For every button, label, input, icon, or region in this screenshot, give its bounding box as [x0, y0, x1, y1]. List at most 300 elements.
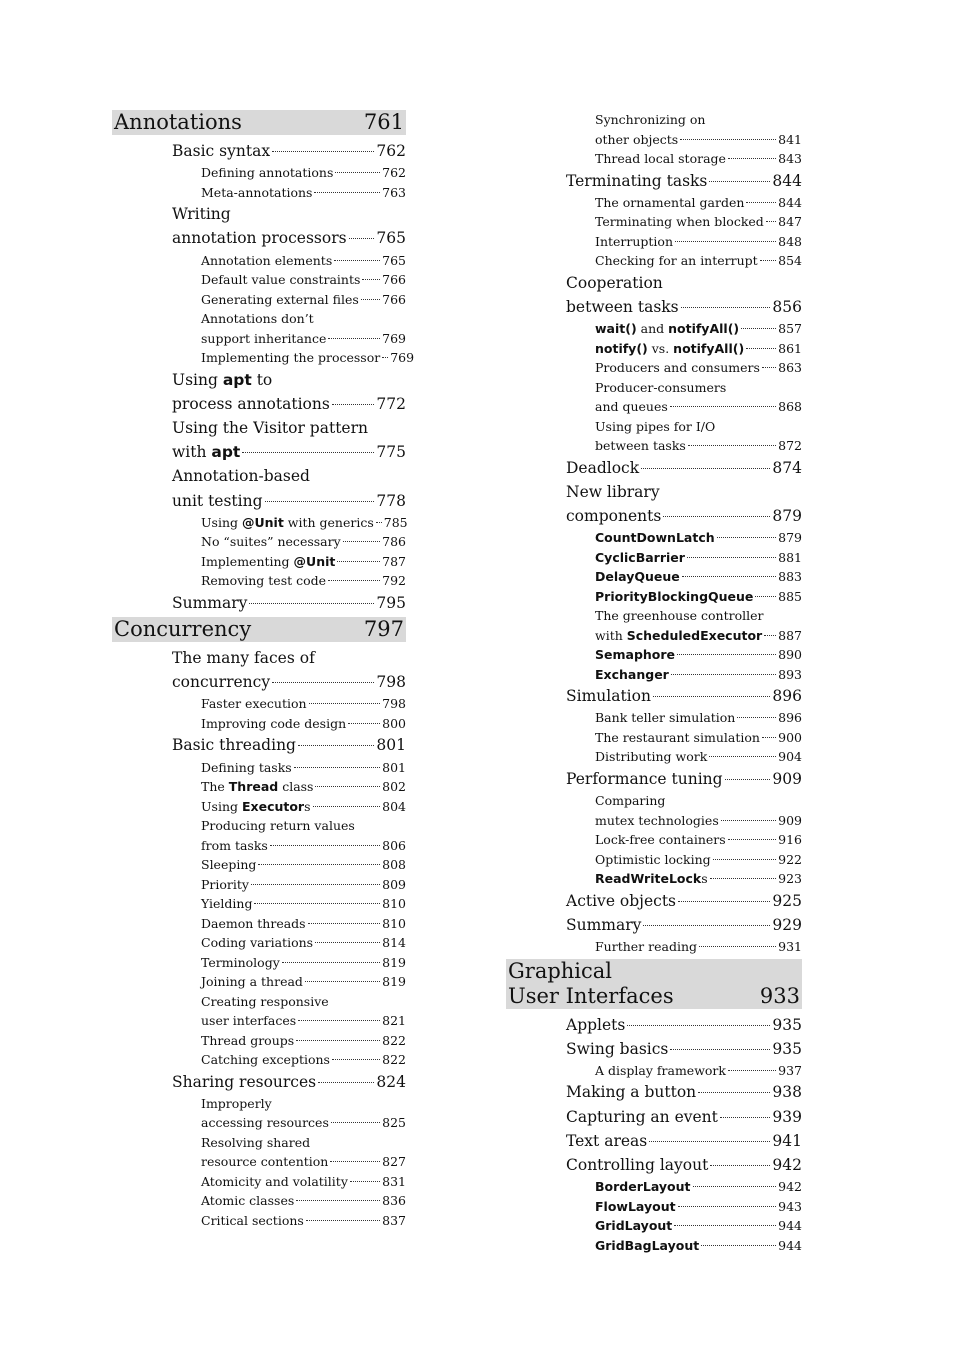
toc-entry-title	[595, 528, 715, 548]
toc-section[interactable]	[506, 1129, 802, 1153]
toc-section[interactable]	[112, 202, 406, 250]
toc-subsection[interactable]	[506, 319, 802, 339]
dot-leader	[728, 1070, 776, 1071]
toc-entry-row	[566, 1105, 802, 1129]
dot-leader	[710, 878, 776, 879]
toc-subsection[interactable]	[506, 1236, 802, 1256]
dot-leader	[762, 737, 776, 738]
toc-section[interactable]	[506, 480, 802, 528]
toc-subsection[interactable]	[506, 728, 802, 748]
toc-page-number: 810	[382, 896, 406, 912]
toc-entry-title: between tasks	[595, 438, 686, 454]
toc-page-number: 836	[382, 1193, 406, 1209]
chapter-title	[508, 959, 674, 1009]
toc-entry-title: Priority	[201, 876, 249, 892]
toc-section[interactable]	[112, 591, 406, 615]
code-term: @Unit	[293, 553, 336, 569]
toc-subsection[interactable]	[506, 1061, 802, 1081]
toc-subsection[interactable]	[112, 309, 406, 348]
toc-entry-row	[201, 1152, 406, 1172]
toc-entry-row	[201, 933, 406, 953]
toc-section[interactable]	[506, 1105, 802, 1129]
toc-entry-row	[566, 456, 802, 480]
toc-entry-title: Basic syntax	[172, 142, 271, 160]
dot-leader	[328, 338, 380, 339]
toc-subsection[interactable]	[112, 552, 406, 572]
toc-entry-title: Making a button	[566, 1083, 697, 1102]
toc-entry-row	[566, 1080, 802, 1104]
toc-entry-row	[595, 548, 802, 568]
chapter-heading[interactable]	[112, 110, 406, 135]
toc-page-number: 808	[382, 857, 406, 873]
toc-column-left	[112, 110, 415, 1230]
code-term: Thread	[228, 779, 279, 795]
toc-page-number: 922	[778, 851, 802, 867]
toc-section[interactable]	[112, 464, 406, 512]
toc-subsection[interactable]	[506, 606, 802, 645]
toc-page-number: 778	[376, 491, 406, 510]
toc-entry-row	[201, 714, 406, 734]
toc-entry-title	[595, 1177, 691, 1197]
toc-subsection[interactable]	[506, 212, 802, 232]
toc-subsection[interactable]	[506, 378, 802, 417]
toc-subsection[interactable]	[506, 645, 802, 665]
toc-page-number: 942	[778, 1179, 802, 1195]
toc-entry-title: wait() and notifyAll()	[595, 321, 740, 337]
toc-page-number: 819	[382, 954, 406, 970]
dot-leader	[330, 1161, 380, 1162]
toc-subsection[interactable]	[506, 1197, 802, 1217]
toc-entry-line: Comparing	[595, 793, 666, 809]
dot-leader	[343, 541, 380, 542]
toc-entry-title: Implementing the processor	[201, 350, 381, 366]
toc-page-number: 879	[778, 530, 802, 546]
toc-subsection[interactable]	[112, 875, 406, 895]
toc-entry-line: Producer-consumers	[595, 379, 727, 395]
toc-page-number: 769	[390, 350, 415, 366]
toc-entry-title: Faster execution	[201, 696, 307, 712]
toc-page-number: 935	[772, 1039, 802, 1058]
toc-entry-row	[595, 1197, 802, 1217]
toc-entry-row	[201, 552, 406, 572]
toc-entry-title: Simulation	[566, 687, 651, 706]
dot-leader	[361, 299, 380, 300]
toc-page-number: 916	[778, 832, 802, 848]
toc-page-number: 893	[778, 666, 802, 682]
toc-subsection[interactable]	[112, 1133, 406, 1172]
dot-leader	[680, 139, 776, 140]
toc-subsection[interactable]	[112, 1211, 406, 1231]
toc-entry-row	[201, 914, 406, 934]
chapter-title-line: Annotations	[114, 110, 242, 134]
toc-page-number: 766	[382, 272, 406, 288]
toc-entry-row	[595, 1216, 802, 1236]
chapter-heading[interactable]	[506, 959, 802, 1009]
dot-leader	[272, 151, 374, 152]
toc-subsection[interactable]	[112, 894, 406, 914]
dot-leader	[709, 756, 776, 757]
toc-page-number: 872	[778, 438, 802, 454]
toc-subsection[interactable]	[112, 914, 406, 934]
toc-entry-row	[595, 1177, 802, 1197]
toc-section[interactable]	[506, 767, 802, 791]
dot-leader	[653, 696, 770, 697]
toc-entry-row	[201, 1011, 406, 1031]
dot-leader	[728, 158, 776, 159]
code-term: notify()	[595, 340, 648, 356]
toc-entry-row	[201, 513, 406, 533]
toc-entry-title: Joining a thread	[201, 974, 303, 990]
toc-section[interactable]	[506, 169, 802, 193]
toc-entry-title: Atomicity and volatility	[201, 1173, 348, 1189]
toc-section[interactable]	[506, 913, 802, 937]
toc-page-number: 925	[772, 891, 802, 910]
chapter-heading[interactable]	[112, 617, 406, 642]
toc-subsection[interactable]	[506, 110, 802, 149]
dot-leader	[710, 1165, 770, 1166]
toc-entry-title: Interruption	[595, 233, 674, 249]
code-term: FlowLayout	[595, 1198, 676, 1214]
dot-leader	[272, 682, 374, 683]
toc-entry-title: mutex technologies	[595, 812, 719, 828]
toc-entry-line: New library	[566, 482, 660, 501]
toc-page-number: 937	[778, 1062, 802, 1078]
dot-leader	[687, 557, 776, 558]
toc-subsection[interactable]	[112, 571, 406, 591]
toc-subsection[interactable]	[112, 758, 406, 778]
chapter-title-line: Concurrency	[114, 617, 252, 642]
toc-subsection[interactable]	[112, 953, 406, 973]
toc-subsection[interactable]	[112, 816, 406, 855]
toc-entry-row	[595, 830, 802, 850]
dot-leader	[315, 942, 380, 943]
code-term: GridLayout	[595, 1218, 673, 1234]
toc-entry-title	[595, 1236, 699, 1256]
toc-entry-line: The many faces of	[172, 649, 315, 668]
toc-page-number: 890	[778, 647, 802, 663]
toc-page-number: 863	[778, 360, 802, 376]
code-term: BorderLayout	[595, 1179, 691, 1195]
dot-leader	[309, 703, 381, 704]
toc-entry-title: Defining annotations	[201, 165, 334, 181]
toc-entry-title: other objects	[595, 131, 679, 147]
toc-subsection[interactable]	[506, 1216, 802, 1236]
toc-subsection[interactable]	[112, 270, 406, 290]
toc-page-number: 904	[778, 749, 802, 765]
dot-leader	[737, 717, 776, 718]
dot-leader	[709, 181, 770, 182]
toc-subsection[interactable]	[112, 183, 406, 203]
dot-leader	[335, 172, 380, 173]
toc-entry-row	[201, 270, 406, 290]
toc-entry-title	[595, 587, 753, 607]
toc-subsection[interactable]	[506, 232, 802, 252]
toc-entry-row	[172, 392, 406, 416]
toc-page-number: 787	[382, 553, 406, 569]
toc-entry-row	[595, 850, 802, 870]
toc-entry-row	[201, 972, 406, 992]
toc-subsection[interactable]	[506, 417, 802, 456]
toc-entry-row	[172, 139, 406, 163]
toc-entry-title: Capturing an event	[566, 1107, 718, 1126]
toc-section[interactable]	[506, 684, 802, 708]
toc-subsection[interactable]	[506, 830, 802, 850]
toc-entry-row	[201, 1050, 406, 1070]
toc-entry-title: Implementing @Unit	[201, 553, 336, 569]
toc-entry-row	[172, 1070, 406, 1094]
toc-subsection[interactable]	[112, 163, 406, 183]
dot-leader	[701, 1245, 776, 1246]
toc-entry-row	[566, 1129, 802, 1153]
dot-leader	[350, 1181, 380, 1182]
code-term: GridBagLayout	[595, 1237, 700, 1253]
dot-leader	[766, 221, 776, 222]
toc-subsection[interactable]	[506, 528, 802, 548]
toc-entry-row	[201, 1211, 406, 1231]
toc-entry-title	[595, 548, 685, 568]
dot-leader	[643, 925, 770, 926]
toc-subsection[interactable]	[112, 855, 406, 875]
dot-leader	[682, 576, 776, 577]
toc-page-number: 909	[772, 769, 802, 788]
toc-entry-title	[595, 1197, 676, 1217]
toc-page-number: 929	[772, 915, 802, 934]
toc-page-number: 824	[376, 1072, 406, 1091]
toc-page-number: 802	[382, 779, 406, 795]
toc-section[interactable]	[112, 139, 406, 163]
toc-entry-row	[595, 626, 802, 646]
toc-section[interactable]	[112, 368, 406, 416]
dot-leader	[242, 452, 374, 453]
toc-section[interactable]	[112, 1070, 406, 1094]
toc-entry-row	[595, 193, 802, 213]
dot-leader	[318, 1082, 374, 1083]
toc-entry-title: The Thread class	[201, 779, 314, 795]
toc-page-number: 868	[778, 399, 802, 415]
toc-subsection[interactable]	[506, 587, 802, 607]
chapter-title	[114, 617, 251, 642]
toc-subsection[interactable]	[506, 548, 802, 568]
dot-leader	[306, 1220, 380, 1221]
dot-leader	[674, 1225, 776, 1226]
toc-page-number: 769	[382, 330, 406, 346]
toc-section[interactable]	[112, 733, 406, 757]
toc-subsection[interactable]	[112, 513, 406, 533]
toc-entry-line: Annotations don’t	[201, 311, 314, 327]
toc-page-number: 944	[778, 1237, 802, 1253]
toc-subsection[interactable]	[506, 747, 802, 767]
toc-entry-title: A display framework	[595, 1062, 726, 1078]
toc-page-number: 844	[778, 194, 802, 210]
toc-entry-title: Atomic classes	[201, 1193, 295, 1209]
toc-entry-row	[595, 645, 802, 665]
toc-page-number: 772	[376, 394, 406, 413]
toc-subsection[interactable]	[506, 149, 802, 169]
code-term: CountDownLatch	[595, 530, 715, 546]
toc-subsection[interactable]	[112, 1191, 406, 1211]
toc-entry-title: Controlling layout	[566, 1156, 709, 1175]
toc-page-number: 795	[376, 593, 406, 612]
dot-leader	[725, 779, 771, 780]
toc-entry-title: Daemon threads	[201, 915, 306, 931]
toc-subsection[interactable]	[112, 290, 406, 310]
toc-subsection[interactable]	[506, 791, 802, 830]
toc-entry-title: Removing test code	[201, 573, 327, 589]
toc-page-number: 844	[772, 171, 802, 190]
toc-entry-title: ReadWriteLocks	[595, 871, 708, 887]
toc-entry-title: Distributing work	[595, 749, 708, 765]
toc-entry-title: notify() vs. notifyAll()	[595, 340, 745, 356]
code-term: CyclicBarrier	[595, 549, 685, 565]
toc-entry-title: Using @Unit with generics	[201, 514, 374, 530]
toc-entry-title: Improving code design	[201, 715, 347, 731]
dot-leader	[713, 859, 776, 860]
toc-section[interactable]	[506, 889, 802, 913]
toc-subsection[interactable]	[506, 251, 802, 271]
dot-leader	[764, 635, 776, 636]
toc-subsection[interactable]	[112, 251, 406, 271]
toc-page-number: 785	[383, 514, 408, 530]
dot-leader	[671, 674, 776, 675]
toc-entry-row	[595, 1236, 802, 1256]
toc-subsection[interactable]	[112, 1172, 406, 1192]
toc-subsection[interactable]	[112, 797, 406, 817]
dot-leader	[334, 260, 380, 261]
toc-page-number: 931	[778, 939, 802, 955]
toc-subsection[interactable]	[112, 992, 406, 1031]
toc-subsection[interactable]	[506, 358, 802, 378]
dot-leader	[721, 820, 776, 821]
toc-entry-row	[595, 665, 802, 685]
toc-subsection[interactable]	[506, 850, 802, 870]
toc-section[interactable]	[506, 1037, 802, 1061]
toc-subsection[interactable]	[112, 1050, 406, 1070]
toc-entry-row	[201, 163, 406, 183]
toc-page-number: 874	[772, 458, 802, 477]
dot-leader	[348, 723, 380, 724]
toc-entry-line: Using pipes for I/O	[595, 418, 716, 434]
toc-page-number: 814	[382, 935, 406, 951]
dot-leader	[728, 839, 776, 840]
toc-subsection[interactable]	[112, 1094, 406, 1133]
toc-subsection[interactable]	[506, 339, 802, 359]
toc-entry-title: Generating external files	[201, 291, 359, 307]
toc-entry-row	[595, 358, 802, 378]
chapter-title-line: Graphical	[508, 958, 613, 983]
toc-subsection[interactable]	[506, 1177, 802, 1197]
toc-entry-title: from tasks	[201, 837, 268, 853]
toc-page-number: 801	[382, 759, 406, 775]
dot-leader	[693, 1186, 777, 1187]
toc-entry-row	[595, 728, 802, 748]
dot-leader	[755, 596, 776, 597]
toc-entry-row	[172, 733, 406, 757]
toc-subsection[interactable]	[112, 714, 406, 734]
toc-entry-row	[595, 212, 802, 232]
toc-section[interactable]	[112, 646, 406, 694]
dot-leader	[663, 516, 770, 517]
toc-entry-title: Sleeping	[201, 857, 257, 873]
toc-section[interactable]	[506, 271, 802, 319]
code-term: Executor	[241, 798, 305, 814]
toc-entry-row	[201, 894, 406, 914]
toc-entry-line: Creating responsive	[201, 993, 329, 1009]
toc-subsection[interactable]	[506, 869, 802, 889]
toc-subsection[interactable]	[112, 777, 406, 797]
toc-subsection[interactable]	[112, 532, 406, 552]
code-term: PriorityBlockingQueue	[595, 588, 754, 604]
toc-entry-row	[201, 777, 406, 797]
dot-leader	[332, 404, 375, 405]
dot-leader	[254, 903, 380, 904]
toc-subsection[interactable]	[112, 933, 406, 953]
code-term: notifyAll()	[668, 321, 740, 337]
toc-subsection[interactable]	[506, 665, 802, 685]
toc-subsection[interactable]	[506, 567, 802, 587]
dot-leader	[249, 603, 374, 604]
toc-entry-row	[595, 436, 802, 456]
toc-entry-row	[201, 758, 406, 778]
toc-entry-title: accessing resources	[201, 1115, 329, 1131]
toc-subsection[interactable]	[506, 708, 802, 728]
toc-section[interactable]	[506, 1013, 802, 1037]
toc-subsection[interactable]	[112, 348, 415, 368]
toc-entry-title: Performance tuning	[566, 769, 723, 788]
toc-entry-title: Defining tasks	[201, 759, 292, 775]
dot-leader	[746, 202, 776, 203]
dot-leader	[362, 279, 380, 280]
toc-entry-row	[595, 869, 802, 889]
toc-entry-line: Using the Visitor pattern	[172, 419, 368, 438]
toc-entry-row	[172, 440, 406, 464]
dot-leader	[677, 654, 776, 655]
toc-entry-row	[201, 532, 406, 552]
toc-page-number: 827	[382, 1154, 406, 1170]
toc-entry-row	[595, 747, 802, 767]
toc-page-number: 837	[382, 1212, 406, 1228]
toc-section[interactable]	[506, 1080, 802, 1104]
dot-leader	[688, 445, 776, 446]
dot-leader	[720, 1117, 771, 1118]
dot-leader	[760, 260, 776, 261]
toc-entry-title: Terminology	[201, 954, 280, 970]
toc-entry-title: Default value constraints	[201, 272, 361, 288]
toc-entry-line: Cooperation	[566, 273, 663, 292]
toc-subsection[interactable]	[112, 694, 406, 714]
toc-entry-line: Using apt to	[172, 370, 273, 389]
toc-page-number: 822	[382, 1052, 406, 1068]
toc-entry-title: Meta-annotations	[201, 184, 313, 200]
toc-subsection[interactable]	[506, 193, 802, 213]
toc-page-number: 810	[382, 915, 406, 931]
dot-leader	[675, 241, 776, 242]
dot-leader	[678, 901, 770, 902]
dot-leader	[314, 192, 380, 193]
toc-subsection[interactable]	[112, 1031, 406, 1051]
toc-entry-title: process annotations	[172, 394, 330, 413]
toc-entry-row	[566, 169, 802, 193]
toc-section[interactable]	[112, 416, 406, 464]
toc-subsection[interactable]	[112, 972, 406, 992]
toc-entry-row	[595, 587, 802, 607]
toc-section[interactable]	[506, 456, 802, 480]
toc-subsection[interactable]	[506, 937, 802, 957]
toc-page-number: 765	[376, 229, 406, 248]
toc-section[interactable]	[506, 1153, 802, 1177]
toc-entry-title	[595, 665, 669, 685]
toc-page-number: 843	[778, 151, 802, 166]
toc-page-number: 763	[382, 184, 406, 200]
